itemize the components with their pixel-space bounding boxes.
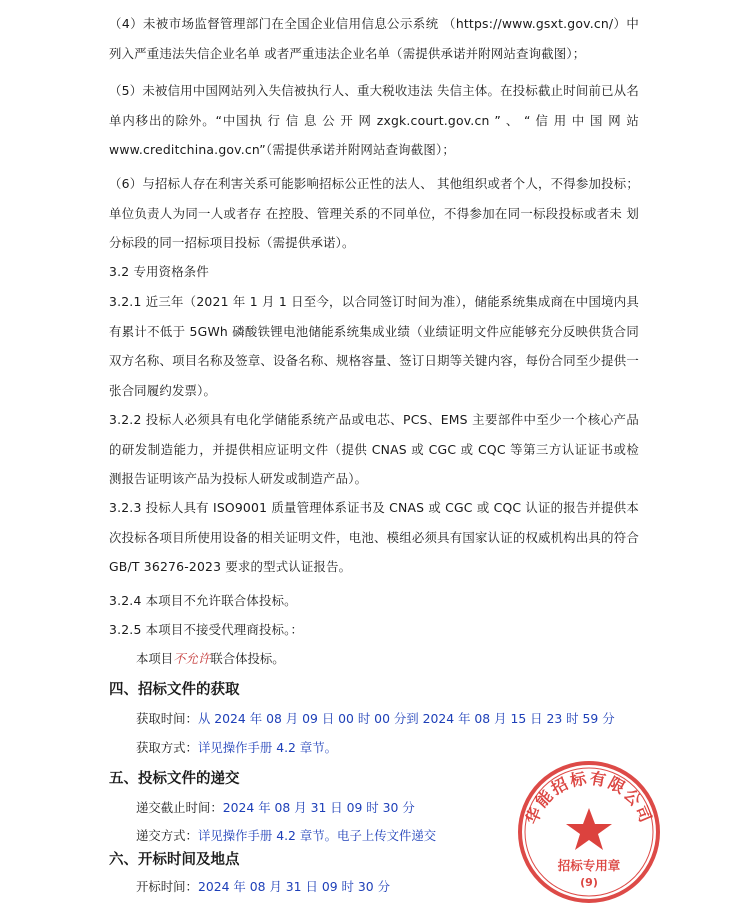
paragraph-3-2-5: 3.2.5 本项目不接受代理商投标。： [109, 622, 304, 637]
submit-deadline-value: 2024 年 08 月 31 日 09 时 30 分 [222, 800, 415, 815]
submit-method-line [136, 825, 436, 847]
opening-time-line [136, 876, 390, 898]
acquire-time-label: 获取时间： [136, 711, 198, 726]
acquire-time-line [136, 708, 615, 730]
section-4-title: 四、招标文件的获取 [109, 682, 240, 698]
paragraph-3-2-2: 3.2.2 投标人必须具有电化学储能系统产品或电芯、PCS、EMS 主要部件中至少一个核心产品的研发制造能力，并提供相应证明文件（提供 CNAS 或 CGC 或 CQC 等第三方认证证书或检测报告证明该产品为投标人研发或制造产品）。 [109, 412, 639, 487]
paragraph-req-5: （5）未被信用中国网站列入失信被执行人、重大税收违法 失信主体。在投标截止时间前已从名单内移出的除外。“中国执 行 信 息 公 开 网 zxgk.court.gov.cn ” 、 “ 信 用 中 国 网 站 www.creditchina.gov.cn”（需提供承诺并附网站查询截图）； [109, 83, 639, 158]
paragraph-3-2-4: 3.2.4 本项目不允许联合体投标。 [109, 593, 297, 608]
paragraph-3-2-3: 3.2.3 投标人具有 ISO9001 质量管理体系证书及 CNAS 或 CGC 或 CQC 认证的报告并提供本次投标各项目所使用设备的相关证明文件，电池、模组必须具有国家认证的权威机构出具的符合 GB/T 36276-2023 要求的型式认证报告。 [109, 500, 639, 575]
section-5-title: 五、投标文件的递交 [109, 771, 240, 787]
acquire-method-line [136, 737, 337, 759]
seal-top-text: 华能招标有限公司 [521, 768, 657, 827]
paragraph-3-2-1: 3.2.1 近三年（2021 年 1 月 1 日至今，以合同签订时间为准），储能系统集成商在中国境内具有累计不低于 5GWh 磷酸铁锂电池储能系统集成业绩（业绩证明文件应能够充分反映供货合同双方名称、项目名称及签章、设备名称、规格容量、签订日期等关键内容，每份合同至少提供一张合同履约发票）。 [109, 294, 639, 398]
acquire-method-value: 详见操作手册 4.2 章节。 [197, 740, 338, 755]
paragraph-req-4: （4）未被市场监督管理部门在全国企业信用信息公示系统 （https://www.gsxt.gov.cn/）中列入严重违法失信企业名单 或者严重违法企业名单（需提供承诺并附网站查询截图）； [109, 16, 639, 61]
paragraph-no-consortium [136, 648, 285, 670]
no-consortium-prefix: 本项目 [136, 651, 174, 666]
submit-method-label: 递交方式： [136, 828, 198, 843]
company-seal [515, 758, 663, 906]
seal-number: (9) [580, 876, 598, 889]
seal-star-icon [566, 808, 612, 850]
paragraph-req-6: （6）与招标人存在利害关系可能影响招标公正性的法人、 其他组织或者个人，不得参加投标；单位负责人为同一人或者存 在控股、管理关系的不同单位，不得参加在同一标段投标或者未 划分标段的同一招标项目投标（需提供承诺）。 [109, 176, 639, 251]
acquire-method-label: 获取方式： [136, 740, 198, 755]
no-consortium-suffix: 联合体投标。 [210, 651, 285, 666]
opening-time-value: 2024 年 08 月 31 日 09 时 30 分 [197, 879, 390, 894]
opening-time-label: 开标时间： [136, 879, 198, 894]
paragraph-special-qualification-heading: 3.2 专用资格条件 [109, 264, 209, 279]
submit-deadline-label: 递交截止时间： [136, 800, 223, 815]
submit-method-value: 详见操作手册 4.2 章节。电子上传文件递交 [197, 828, 437, 843]
section-6-title: 六、开标时间及地点 [109, 852, 240, 868]
submit-deadline-line [136, 797, 415, 819]
seal-bottom-text: 招标专用章 [557, 858, 621, 873]
no-consortium-emphasis: 不允许 [173, 651, 211, 666]
acquire-time-value: 从 2024 年 08 月 09 日 00 时 00 分到 2024 年 08 月 15 日 23 时 59 分 [197, 711, 615, 726]
